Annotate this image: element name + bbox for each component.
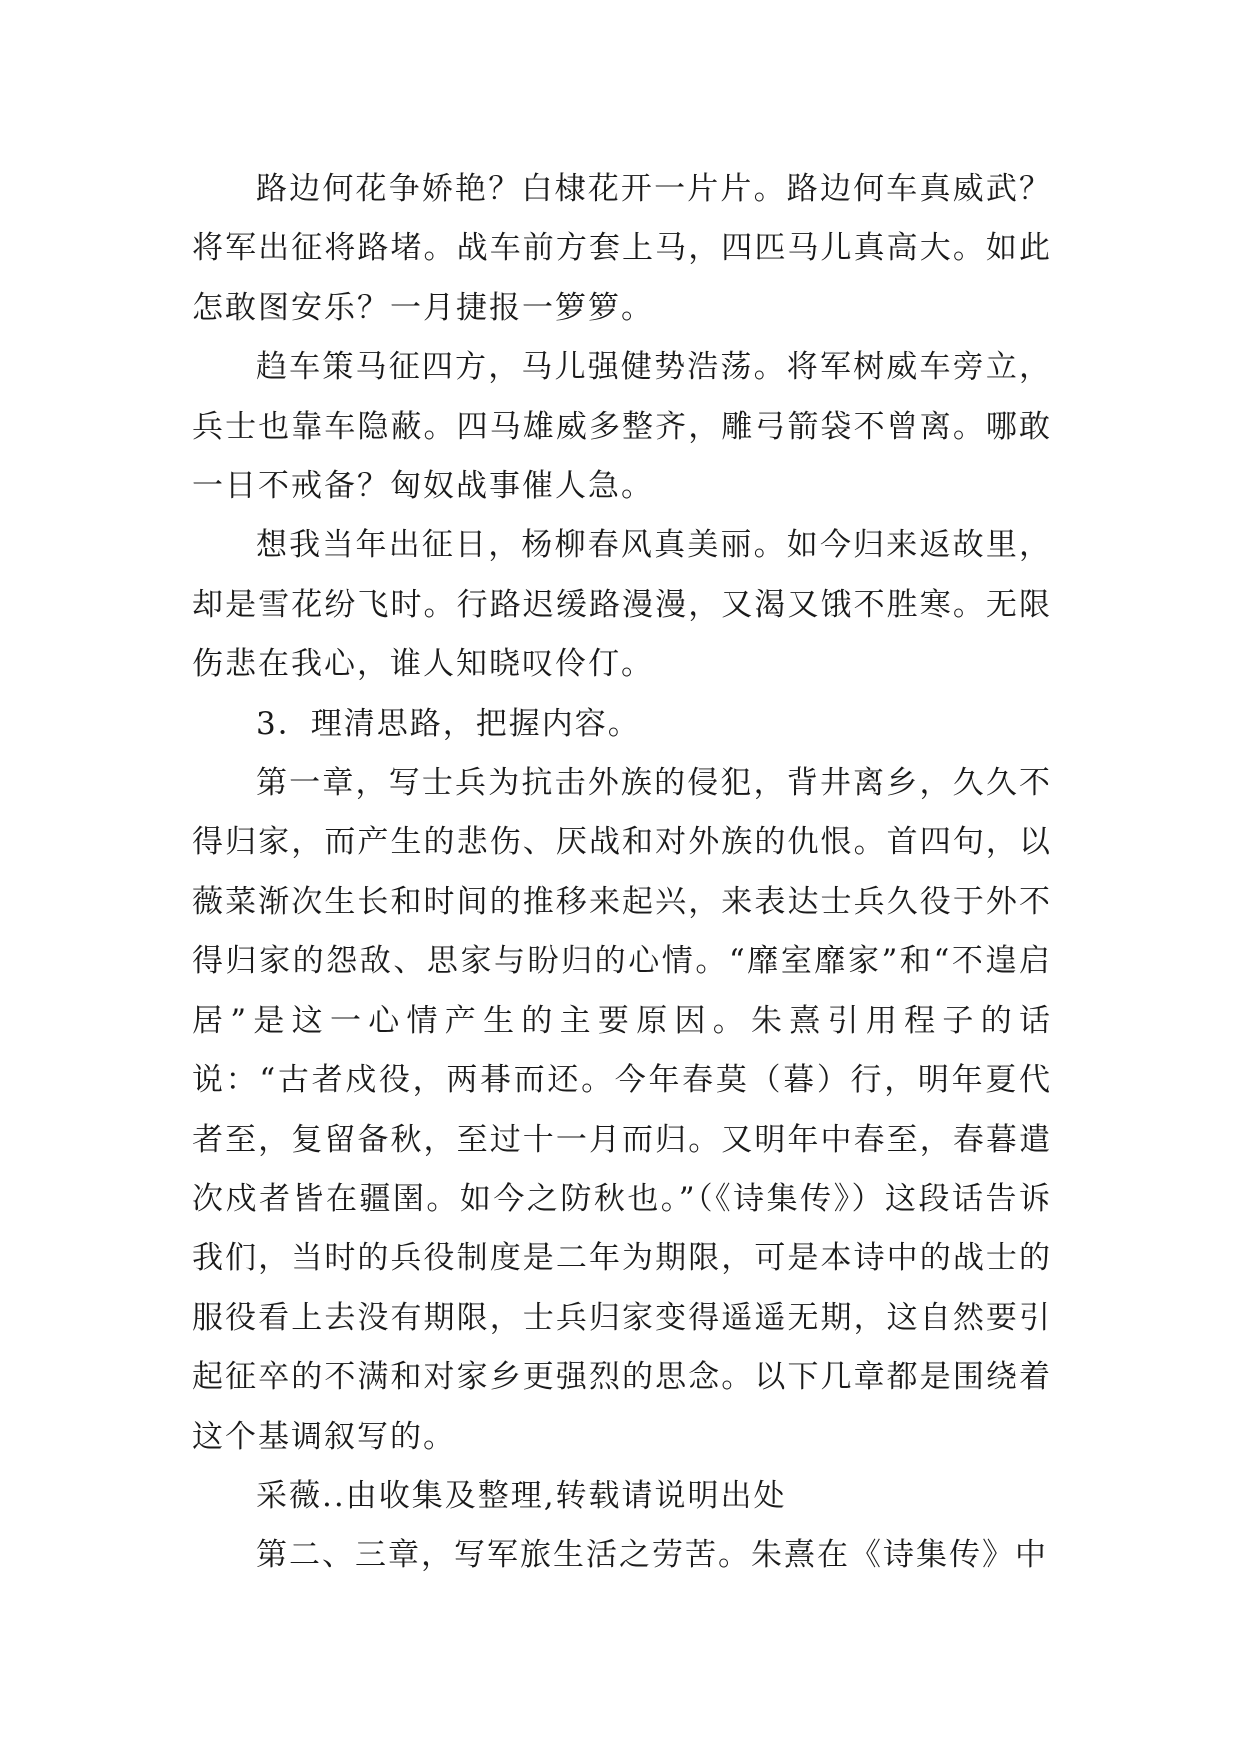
paragraph-poem-stanza-2: 趋车策马征四方，马儿强健势浩荡。将军树威车旁立，兵士也靠车隐蔽。四马雄威多整齐，雕弓箭袋不曾离。哪敢一日不戒备？匈奴战事催人急。: [192, 349, 1052, 505]
paragraph-poem-stanza-3: 想我当年出征日，杨柳春风真美丽。如今归来返故里，却是雪花纷飞时。行路迟缓路漫漫，又渴又饿不胜寒。无限伤悲在我心，谁人知晓叹伶仃。: [192, 527, 1052, 683]
paragraph-poem-stanza-1: 路边何花争娇艳？白棣花开一片片。路边何车真威武？将军出征将路堵。战车前方套上马，四匹马儿真高大。如此怎敢图安乐？一月捷报一箩箩。: [192, 171, 1052, 326]
paragraph-source-note: 采薇..由收集及整理,转载请说明出处: [256, 1477, 787, 1514]
paragraph-chapter-one-analysis: 第一章，写士兵为抗击外族的侵犯，背井离乡，久久不得归家，而产生的悲伤、厌战和对外族的仇恨。首四句，以薇菜渐次生长和时间的推移来起兴，来表达士兵久役于外不得归家的怨敌、思家与盼归的心情。“靡室靡家”和“不遑启居”是这一心情产生的主要原因。朱熹引用程子的话说：“古者戍役，两朞而还。今年春莫（暮）行，明年夏代者至，复留备秋，至过十一月而归。又明年中春至，春暮遣次戍者皆在疆圉。如今之防秋也。”（《诗集传》）这段话告诉我们，当时的兵役制度是二年为期限，可是本诗中的战士的服役看上去没有期限，士兵归家变得遥遥无期，这自然要引起征卒的不满和对家乡更强烈的思念。以下几章都是围绕着这个基调叙写的。: [192, 765, 1052, 1455]
paragraph-chapter-two-three: 第二、三章，写军旅生活之劳苦。朱熹在《诗集传》中: [256, 1537, 1048, 1574]
paragraph-section-heading: 3．理清思路，把握内容。: [256, 705, 641, 742]
body-text: [192, 160, 1052, 1586]
